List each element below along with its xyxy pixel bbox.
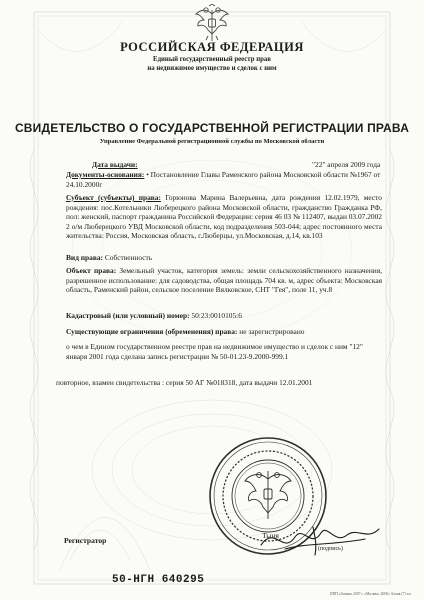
issuing-authority: Управление Федеральной регистрационной службы по Московской области xyxy=(99,138,325,145)
handwritten-signature xyxy=(255,515,385,563)
cadastral-number xyxy=(66,311,242,321)
issue-date-value: "22" апреля 2009 года xyxy=(312,160,381,169)
right-kind-value: Собственность xyxy=(104,253,153,262)
cadastral-number-value: 50:23:0010105:6 xyxy=(191,311,242,320)
signature-hint: (подпись) xyxy=(318,546,343,552)
right-kind-label: Вид права: xyxy=(66,253,103,262)
restrictions-value: не зарегистрировано xyxy=(239,327,305,336)
restrictions xyxy=(66,327,304,337)
cadastral-number-label: Кадастровый (или условный) номер: xyxy=(66,311,190,320)
registry-record: о чем в Едином государственном реестре прав на недвижимое имущество и сделок с ним "12" января 2001 года сделана запись регистрации № 50-01.23-9.2000-999.1 xyxy=(66,342,363,361)
printer-imprint: ППП «Гознак» 2007 г. «Москва» 2008 г. Бланк (71 кл. xyxy=(330,592,412,596)
right-object xyxy=(66,266,382,295)
documents-basis-value: • Постановление Главы Раменского района Московской области №1967 от 24.10.2000г xyxy=(66,170,381,189)
registry-line-2: на недвижимое имущество и сделок с ним xyxy=(147,65,277,72)
restrictions-label: Существующие ограничения (обременения) права: xyxy=(66,327,238,336)
reissue-note: повторное, взамен свидетельства : серия 50 АГ №018318, дата выдачи 12.01.2001 xyxy=(56,378,313,387)
right-object-label: Объект права: xyxy=(66,266,117,275)
issue-date-label: Дата выдачи: xyxy=(92,160,138,169)
right-object-value: Земельный участок, категория земель: земли сельскохозяйственного назначения, разрешенное использование: для садоводства, общая площадь 704 кв. м, адрес объекта: Московская область, Раменский район, сельское поселение Вялковское, СНТ "Гея", поле 11, уч.8 xyxy=(66,266,382,295)
right-holder-label: Субъект (субъекты) права: xyxy=(66,193,161,202)
certificate-title: СВИДЕТЕЛЬСТВО О ГОСУДАРСТВЕННОЙ РЕГИСТРАЦИИ ПРАВА xyxy=(14,121,410,135)
documents-basis-label: Документы-основания: xyxy=(66,170,145,179)
registry-line-1: Единый государственный реестр прав xyxy=(153,56,271,63)
documents-basis xyxy=(66,170,382,189)
registrar-name: Тыня xyxy=(262,531,279,540)
country-title: РОССИЙСКАЯ ФЕДЕРАЦИЯ xyxy=(120,40,304,54)
form-serial-number: 50-НГН 640295 xyxy=(112,574,205,586)
right-holder xyxy=(66,193,382,241)
right-holder-value: Горюнова Марина Валерьевна, дата рождения 12.02.1979, место рождения: пос.Котельники Люберецкого района Московской области, гражданство Гражданка РФ, пол: женский, паспорт гражданина Российской Федерации: серия 46 03 № 112407, выдан 03.07.2002 2 о/м Люберецкого УВД Московской области, код подразделения 503-044; адрес постоянного места жительства: Россия, Московская область, г.Люберцы, ул.Московская, д.14, кв.103 xyxy=(66,193,382,241)
right-kind xyxy=(66,253,152,263)
registrar-label: Регистратор xyxy=(64,536,107,545)
coat-of-arms-icon xyxy=(192,4,232,42)
